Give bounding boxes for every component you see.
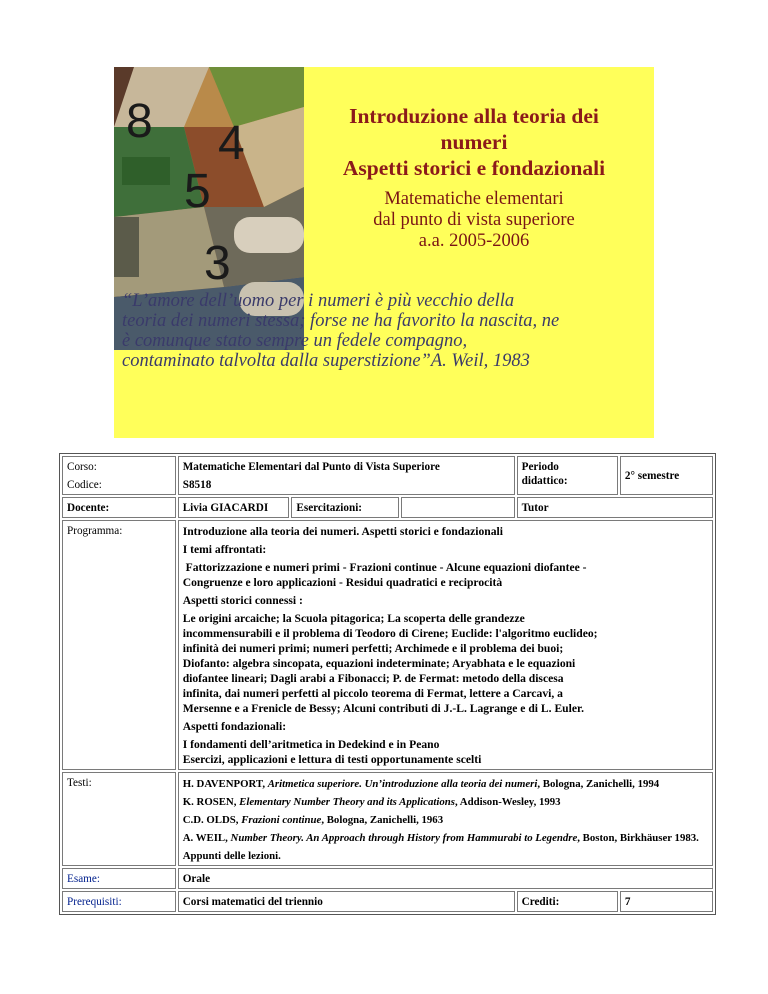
docente-value: Livia GIACARDI xyxy=(178,497,290,518)
row-corso xyxy=(62,456,713,495)
periodo-label xyxy=(517,456,618,495)
programma-line: infinità dei numeri primi; numeri perfetti; Archimede e il problema dei buoi; xyxy=(182,642,564,655)
quote-line: teoria dei numeri stessa; forse ne ha favorito la nascita, ne xyxy=(122,311,560,331)
reference-title: Number Theory. An Approach through History from Hammurabi to Legendre xyxy=(230,832,578,844)
reference-item xyxy=(183,796,708,809)
reference-publisher: , Bologna, Zanichelli, 1963 xyxy=(321,814,444,826)
row-docente xyxy=(62,497,713,518)
reference-item xyxy=(183,850,708,863)
banner-title-line: numeri xyxy=(440,130,508,154)
programma-line: Esercizi, applicazioni e lettura di testi opportunamente scelti xyxy=(182,753,482,766)
codice-value: S8518 xyxy=(182,479,212,491)
programma-line: I temi affrontati: xyxy=(182,543,267,556)
esercitazioni-value xyxy=(401,497,515,518)
quote-line: contaminato talvolta dalla superstizione”A. Weil, 1983 xyxy=(122,351,530,371)
art-digit-3: 3 xyxy=(204,237,231,290)
prerequisiti-label: Prerequisiti: xyxy=(62,891,176,912)
programma-line: Diofanto: algebra sincopata, equazioni indeterminate; Aryabhata e le equazioni xyxy=(182,657,576,670)
reference-title: Elementary Number Theory and its Applications xyxy=(239,796,455,808)
banner-subtitle-line: Matematiche elementari xyxy=(384,189,564,209)
quote-line: è comunque stato sempre un fedele compagno, xyxy=(122,331,468,351)
programma-line: diofantee lineari; Dagli arabi a Fibonacci; P. de Fermat: metodo della discesa xyxy=(182,672,564,685)
art-digit-8: 8 xyxy=(126,95,153,148)
periodo-label-line: didattico: xyxy=(521,475,568,487)
reference-item xyxy=(183,832,708,845)
programma-line: Aspetti fondazionali: xyxy=(182,720,287,733)
corso-value: Matematiche Elementari dal Punto di Vista Superiore xyxy=(182,461,440,473)
semestre-value: 2° semestre xyxy=(620,456,713,495)
reference-publisher: , Bologna, Zanichelli, 1994 xyxy=(537,778,660,790)
reference-author: K. ROSEN, xyxy=(182,796,240,808)
esame-label: Esame: xyxy=(62,868,176,889)
programma-line: Congruenze e loro applicazioni - Residui quadratici e reciprocità xyxy=(182,576,503,589)
row-prerequisiti xyxy=(62,891,713,912)
periodo-label-line: Periodo xyxy=(521,461,559,473)
tutor-label: Tutor xyxy=(517,497,713,518)
reference-publisher: , Addison-Wesley, 1993 xyxy=(454,796,561,808)
reference-author: H. DAVENPORT, xyxy=(182,778,268,790)
reference-item xyxy=(183,814,708,827)
programma-content xyxy=(178,520,713,770)
banner-title-line: Aspetti storici e fondazionali xyxy=(342,156,606,180)
reference-title: Frazioni continue xyxy=(241,814,322,826)
programma-line: I fondamenti dell’aritmetica in Dedekind e in Peano xyxy=(182,738,440,751)
banner-title-block xyxy=(306,103,642,252)
codice-label: Codice: xyxy=(67,479,102,491)
corso-codice-values xyxy=(178,456,515,495)
programma-line: Le origini arcaiche; la Scuola pitagorica; La scoperta delle grandezze xyxy=(182,612,525,625)
crediti-value: 7 xyxy=(620,891,713,912)
reference-author: A. WEIL, xyxy=(182,832,231,844)
syllabus-table xyxy=(59,453,716,915)
programma-label: Programma: xyxy=(62,520,176,770)
programma-line: Aspetti storici connessi : xyxy=(182,594,303,607)
weil-quote xyxy=(122,291,650,371)
reference-title: Aritmetica superiore. Un’introduzione alla teoria dei numeri xyxy=(267,778,538,790)
banner-academic-year: a.a. 2005-2006 xyxy=(418,231,530,251)
banner-subtitle-line: dal punto di vista superiore xyxy=(373,210,575,230)
course-banner xyxy=(114,67,654,438)
row-programma xyxy=(62,520,713,770)
row-testi xyxy=(62,772,713,866)
programma-line: incommensurabili e il problema di Teodoro di Cirene; Euclide: l'algoritmo euclideo; xyxy=(182,627,598,640)
reference-item xyxy=(183,778,708,791)
programma-line: infinita, dai numeri perfetti al piccolo teorema di Fermat, lettere a Carcavi, a xyxy=(182,687,563,700)
testi-list xyxy=(178,772,713,866)
esame-value: Orale xyxy=(178,868,713,889)
programma-title: Introduzione alla teoria dei numeri. Aspetti storici e fondazionali xyxy=(182,525,503,538)
crediti-label: Crediti: xyxy=(517,891,618,912)
esercitazioni-label: Esercitazioni: xyxy=(291,497,399,518)
art-digit-4: 4 xyxy=(218,117,245,170)
docente-label: Docente: xyxy=(62,497,176,518)
quote-line: “L’amore dell’uomo per i numeri è più vecchio della xyxy=(122,291,515,311)
reference-author: Appunti delle lezioni. xyxy=(182,850,281,862)
programma-line: Fattorizzazione e numeri primi - Frazioni continue - Alcune equazioni diofantee - xyxy=(182,561,587,574)
reference-publisher: , Boston, Birkhäuser 1983. xyxy=(577,832,699,844)
row-esame xyxy=(62,868,713,889)
banner-title-line: Introduzione alla teoria dei xyxy=(349,104,599,128)
testi-label: Testi: xyxy=(62,772,176,866)
programma-line: Mersenne e a Frenicle de Bessy; Alcuni contributi di J.-L. Lagrange e di L. Euler. xyxy=(182,702,584,715)
prerequisiti-value: Corsi matematici del triennio xyxy=(178,891,515,912)
reference-author: C.D. OLDS, xyxy=(182,814,242,826)
corso-codice-labels xyxy=(62,456,176,495)
art-digit-5: 5 xyxy=(184,165,211,218)
corso-label: Corso: xyxy=(67,461,97,473)
